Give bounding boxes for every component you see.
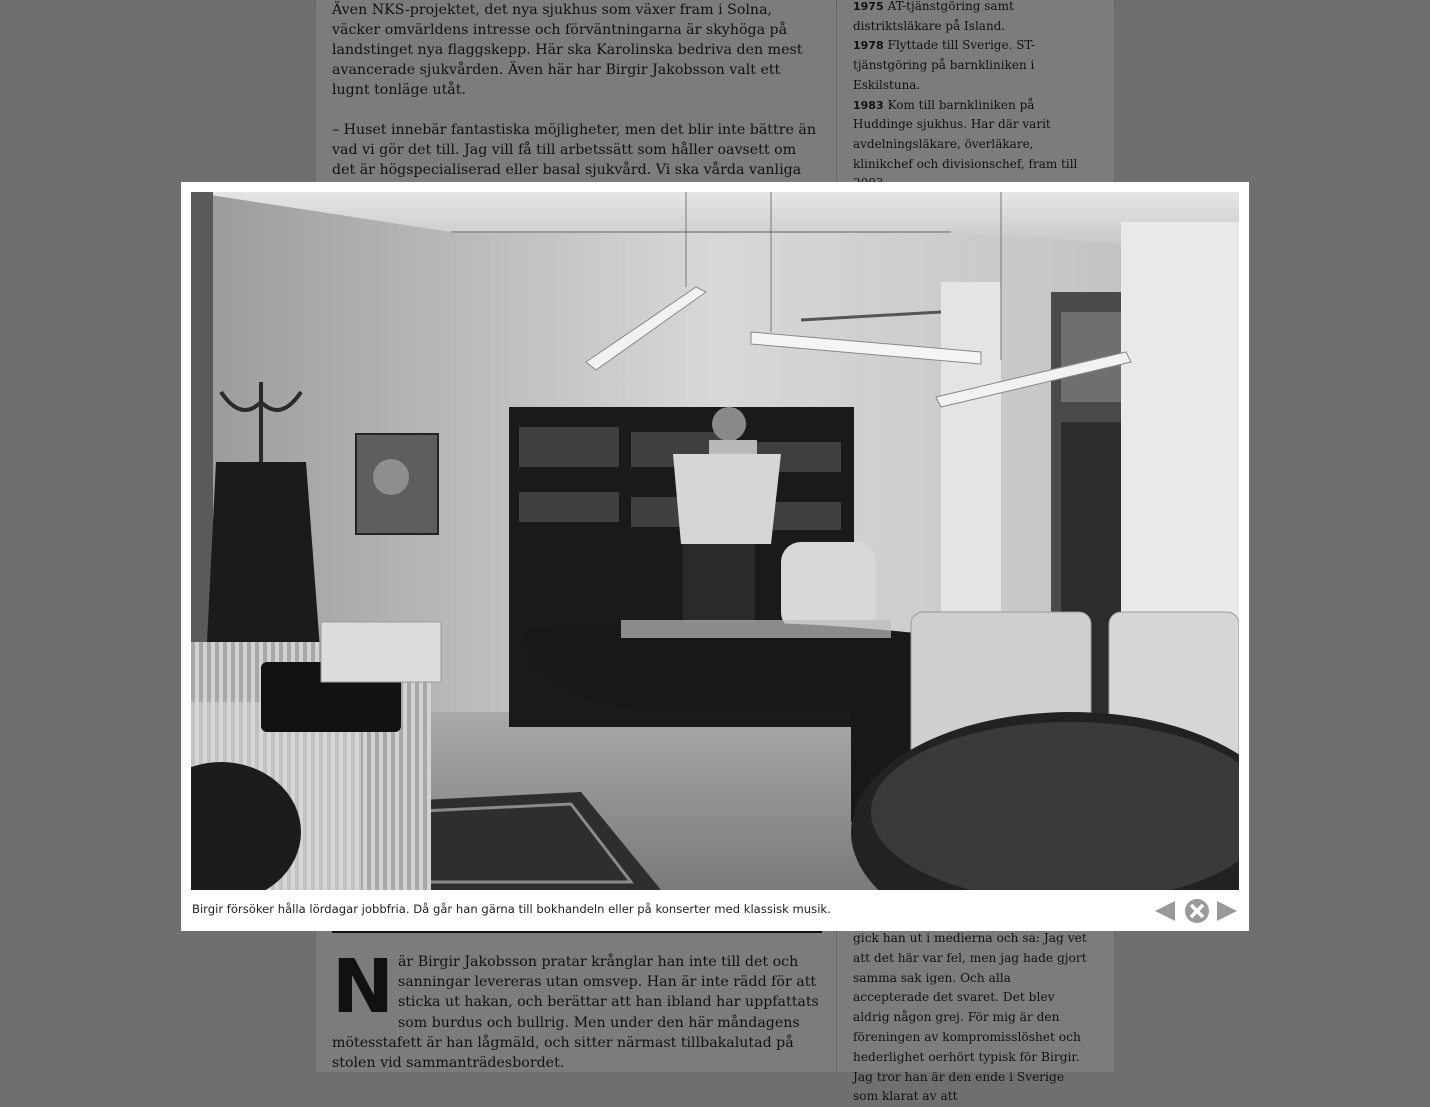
photo-lightbox [181,182,1249,931]
article-paragraph: Även NKS-projektet, det nya sjukhus som växer fram i Solna, väcker omvärldens intresse och förväntningarna är skyhöga på landstinget nya flaggskepp. Här ska Karolinska bedriva den mest avancerade sjukvården. Även här har Birgir Jakobsson valt ett lugnt tonläge utåt. [332,2,803,98]
photo-caption: Birgir försöker hålla lördagar jobbfria. Då går han gärna till bokhandeln eller på konserter med klassisk musik. [192,902,831,916]
timeline-year: 1975 [853,0,884,13]
timeline-year: 1978 [853,39,884,53]
prev-arrow-icon [1153,898,1177,924]
timeline-entry [853,0,1093,36]
timeline-text: Kom till barnkliniken på Huddinge sjukhus. Har där varit avdelningsläkare, överläkare, klinikchef och divisionschef, fram till [853,97,1078,171]
next-arrow-icon [1215,898,1239,924]
timeline-text: Flyttade till Sverige. ST-tjänstgöring på barnkliniken i Eskilstuna. [853,38,1035,92]
lightbox-photo [191,192,1239,890]
sidebar-quote-text: gick han ut i medierna och sa: Jag vet att det här var fel, men jag hade gjort samma sak igen. Och alla accepterade det svaret. Det blev aldrig någon grej. För mig är den föreningen av kompromisslöshet och hederlighet oerhört typisk för Birgir. Jag tror han är den ende i Sverige som klarat av att [853,931,1087,1104]
timeline-entry [853,96,1093,195]
article-paragraph: – Huset innebär fantastiska möjligheter, men det blir inte bättre än vad vi gör det till. Jag vill få till arbetssätt som håller oavsett om det är högspecialiserad eller basal sjukvård. Vi ska vårda vanliga [332,122,816,178]
article-paragraph: är Birgir Jakobsson pratar krånglar han inte till det och sanningar levereras utan omsvep. Han är inte rädd för att sticka ut hakan, och berättar att han ibland har uppfattats som burdus och bullrig. Men under den här måndagens mötesstafett är han lågmäld, och sitter närmast tillbakalutad på stolen vid sammanträdesbordet. [332,954,819,1072]
close-button[interactable] [1183,898,1211,924]
timeline-text: AT-tjänstgöring samt distriktsläkare på Island. [853,0,1014,33]
prev-button[interactable] [1153,898,1177,924]
close-icon [1183,898,1211,924]
drop-cap: N [332,944,392,1030]
next-button[interactable] [1215,898,1239,924]
timeline-year: 1983 [853,98,884,112]
timeline-entry [853,36,1093,95]
office-photo-illustration [191,192,1239,890]
article-body-lower [332,944,822,1073]
